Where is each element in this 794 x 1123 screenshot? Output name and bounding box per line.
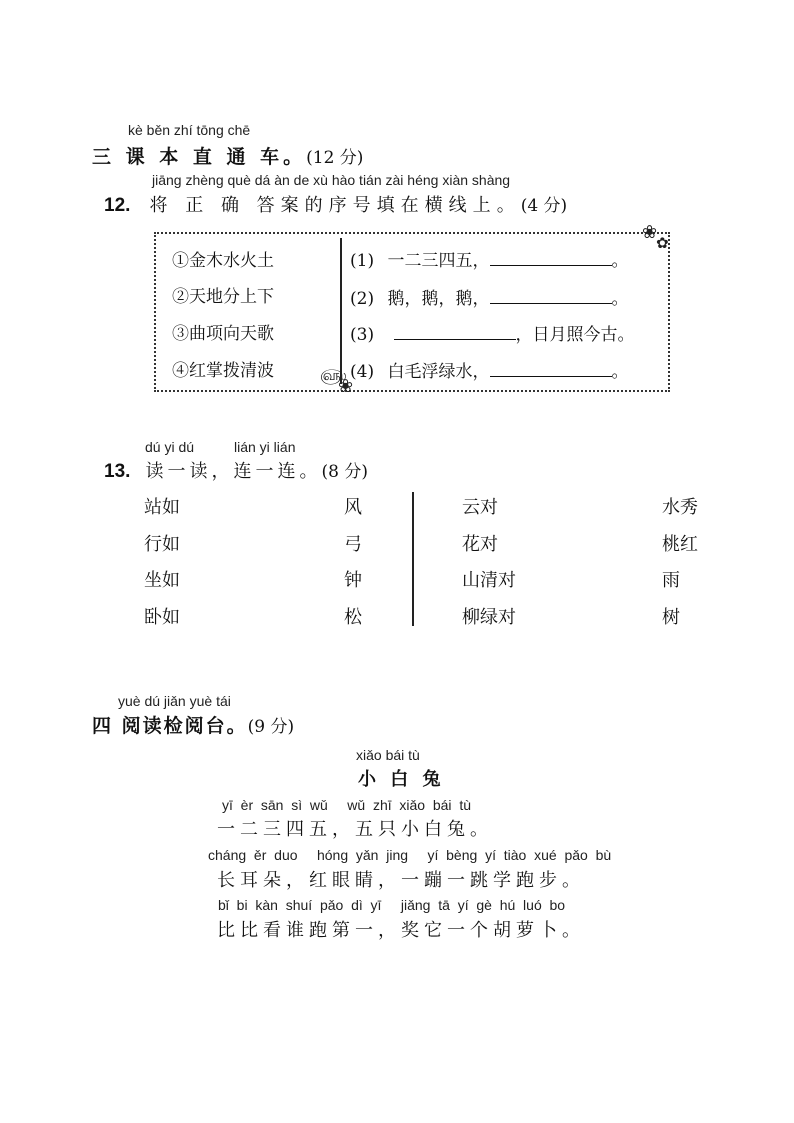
q13-pinyin-read: dú yi dú <box>145 439 195 455</box>
q12-option-2: ②天地分上下 <box>172 287 274 307</box>
answer-blank[interactable] <box>490 289 612 304</box>
q12-item-label: (2) <box>350 289 375 309</box>
section3-suffix: 。 <box>283 146 307 168</box>
match-left-word[interactable]: 卧如 <box>144 607 180 628</box>
section3-number: 三 <box>92 146 116 168</box>
q12-score: (4 分) <box>520 196 568 216</box>
match-left-target[interactable]: 松 <box>344 607 362 628</box>
q12-option-1: ①金木水火土 <box>172 251 274 271</box>
q12-option-3: ③曲项向天歌 <box>172 324 274 344</box>
flower-decoration-icon: ❀ <box>642 222 658 243</box>
q12-prompt <box>104 191 567 217</box>
answer-blank[interactable] <box>490 362 612 377</box>
match-left-word[interactable]: 行如 <box>144 534 180 555</box>
answer-blank[interactable] <box>490 251 612 266</box>
section4-suffix: 。 <box>226 715 248 737</box>
match-left-target[interactable]: 风 <box>344 497 362 518</box>
section4-title: 阅读检阅台 <box>121 715 227 737</box>
q13-text: 读一读，连一连。 <box>145 461 322 482</box>
section3-pinyin: kè běn zhí tōng chē <box>128 122 251 138</box>
q12-item-3 <box>350 320 635 345</box>
q13-column-divider <box>412 492 414 626</box>
q12-item-label: (4) <box>350 362 375 382</box>
poem-line-1-pinyin: yī èr sān sì wǔ wǔ zhī xiǎo bái tù <box>222 797 471 813</box>
q12-option-4: ④红掌拨清波 <box>172 361 274 381</box>
q13-prompt <box>104 457 368 483</box>
q12-number: 12. <box>104 195 131 216</box>
q12-suffix: 。 <box>496 195 521 216</box>
poem-title-pinyin: xiǎo bái tù <box>356 747 420 763</box>
q12-item-label: (3) <box>350 325 375 345</box>
match-right-target[interactable]: 桃红 <box>662 534 698 555</box>
q12-item-2 <box>350 284 629 309</box>
match-left-target[interactable]: 弓 <box>344 534 362 555</box>
q13-number: 13. <box>104 461 131 482</box>
q12-pinyin: jiāng zhèng què dá àn de xù hào tián zài héng xiàn shàng <box>152 172 511 188</box>
q12-box-divider <box>340 238 342 384</box>
q13-pinyin-connect: lián yi lián <box>234 439 296 455</box>
section4-score: (9 分) <box>247 717 295 737</box>
match-left-target[interactable]: 钟 <box>344 570 362 591</box>
match-right-word[interactable]: 云对 <box>462 497 498 518</box>
poem-line-3-pinyin: bǐ bi kàn shuí pǎo dì yī jiǎng tā yí gè hú luó bo <box>218 897 566 913</box>
match-left-word[interactable]: 站如 <box>144 497 180 518</box>
section3-title: 课 本 直 通 车 <box>125 146 284 168</box>
q12-item-end: 。 <box>611 362 629 382</box>
q12-text: 将 正 确 答案的序号填在横线上 <box>149 195 497 216</box>
flower-decoration-icon: ✿ <box>656 234 669 252</box>
match-right-word[interactable]: 山清对 <box>462 570 516 591</box>
q12-item-4 <box>350 357 629 382</box>
poem-line-1: 一二三四五，五只小白兔。 <box>217 819 493 840</box>
q12-item-text: 鹅，鹅，鹅， <box>387 289 490 309</box>
section4-pinyin: yuè dú jiǎn yuè tái <box>118 693 231 709</box>
section3-score: (12 分) <box>306 148 364 168</box>
section3-heading <box>92 142 363 169</box>
match-right-word[interactable]: 花对 <box>462 534 498 555</box>
q12-item-label: (1) <box>350 251 375 271</box>
poem-line-2-pinyin: cháng ěr duo hóng yǎn jing yí bèng yí tiào xué pǎo bù <box>208 847 612 863</box>
section4-number: 四 <box>92 715 114 737</box>
match-right-word[interactable]: 柳绿对 <box>462 607 516 628</box>
q12-item-text: 一二三四五， <box>387 251 490 271</box>
q13-score: (8 分) <box>321 462 368 482</box>
q12-item-text: 白毛浮绿水， <box>387 362 490 382</box>
q12-item-end: 。 <box>611 289 629 309</box>
q12-item-1 <box>350 246 629 271</box>
answer-blank[interactable] <box>394 325 516 340</box>
flower-decoration-icon: ❀ <box>338 376 354 397</box>
q12-item-end: 。 <box>611 251 629 271</box>
poem-title: 小 白 兔 <box>358 769 445 790</box>
poem-line-3: 比比看谁跑第一，奖它一个胡萝卜。 <box>217 920 585 941</box>
match-right-target[interactable]: 雨 <box>662 570 680 591</box>
section4-heading <box>92 711 294 738</box>
q12-item-end: ，日月照今古。 <box>515 325 635 345</box>
match-right-target[interactable]: 树 <box>662 607 680 628</box>
match-right-target[interactable]: 水秀 <box>662 497 698 518</box>
poem-line-2: 长耳朵，红眼睛，一蹦一跳学跑步。 <box>217 870 585 891</box>
match-left-word[interactable]: 坐如 <box>144 570 180 591</box>
swirl-decoration-icon: ௵ <box>320 366 347 384</box>
